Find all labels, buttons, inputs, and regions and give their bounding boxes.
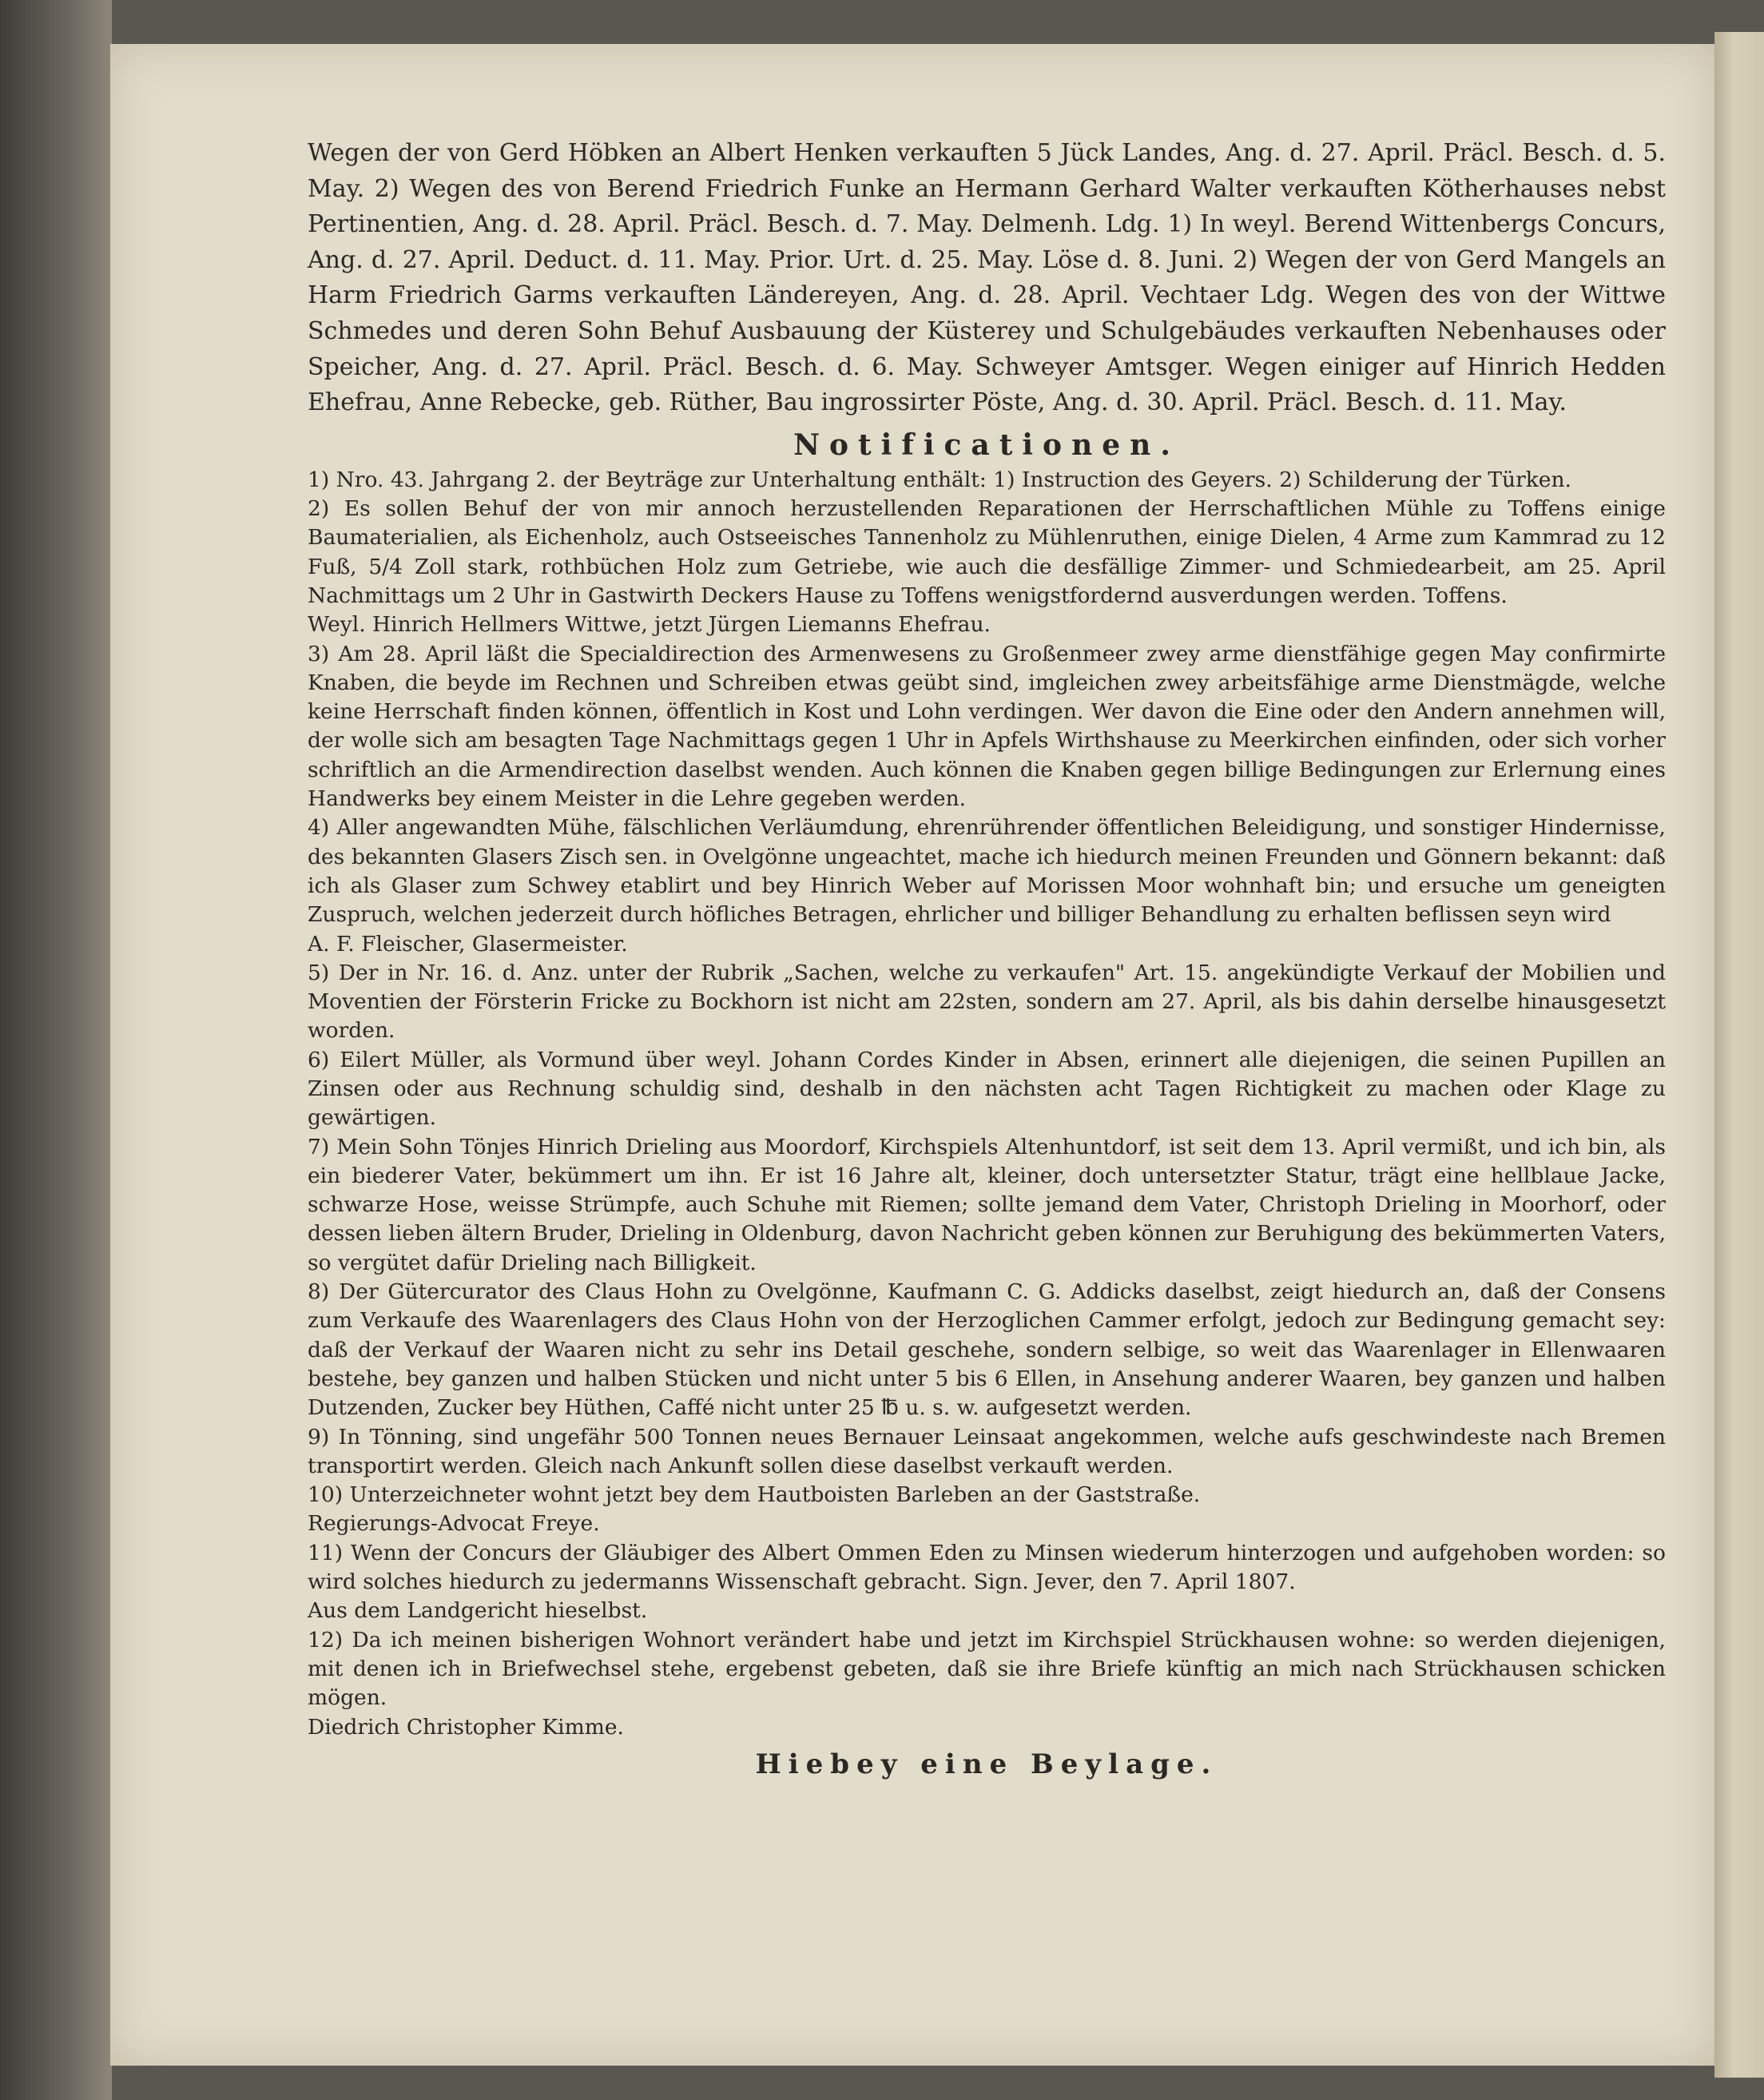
notice-11-signature: Aus dem Landgericht hieselbst. (308, 1598, 648, 1624)
notice-7: 7) Mein Sohn Tönjes Hinrich Drieling aus Moordorf, Kirchspiels Altenhuntdorf, ist seit dem 13. April vermißt, und ich bin, als ein biederer Vater, bekümmert um ihn. Er ist 16 Jahre alt, kleiner, doch untersetzter Statur, trägt eine hellblaue Jacke, schwarze Hose, weisse Strümpfe, auch Schuhe mit Riemen; sollte jemand dem Vater, Christoph Drieling in Moorhorf, oder dessen lieben ältern Bruder, Drieling in Oldenburg, davon Nachricht geben können zur Beruhigung des bekümmerten Vaters, so vergütet dafür Drieling nach Billigkeit. (308, 1134, 1666, 1275)
page-edge (1714, 32, 1764, 2078)
page-text (308, 136, 1666, 1782)
intro-paragraph: Wegen der von Gerd Höbken an Albert Henken verkauften 5 Jück Landes, Ang. d. 27. April. Präcl. Besch. d. 5. May. 2) Wegen des von Berend Friedrich Funke an Hermann Gerhard Walter verkauften Kötherhauses nebst Pertinentien, Ang. d. 28. April. Präcl. Besch. d. 7. May. Delmenh. Ldg. 1) In weyl. Berend Wittenbergs Concurs, Ang. d. 27. April. Deduct. d. 11. May. Prior. Urt. d. 25. May. Löse d. 8. Juni. 2) Wegen der von Gerd Mangels an Harm Friedrich Garms verkauften Ländereyen, Ang. d. 28. April. Vechtaer Ldg. Wegen des von der Wittwe Schmedes und deren Sohn Behuf Ausbauung der Küsterey und Schulgebäudes verkauften Nebenhauses oder Speicher, Ang. d. 27. April. Präcl. Besch. d. 6. May. Schweyer Amtsger. Wegen einiger auf Hinrich Hedden Ehefrau, Anne Rebecke, geb. Rüther, Bau ingrossirter Pöste, Ang. d. 30. April. Präcl. Besch. d. 11. May. (308, 139, 1666, 417)
book-gutter (0, 0, 112, 2100)
notice-12-signature: Diedrich Christopher Kimme. (308, 1714, 624, 1740)
notice-5: 5) Der in Nr. 16. d. Anz. unter der Rubrik „Sachen, welche zu verkaufen" Art. 15. angekündigte Verkauf der Mobilien und Moventien der Försterin Fricke zu Bockhorn ist nicht am 22sten, sondern am 27. April, als bis dahin derselbe hinausgesetzt worden. (308, 960, 1666, 1044)
notice-11: 11) Wenn der Concurs der Gläubiger des Albert Ommen Eden zu Minsen wiederum hinterzogen und aufgehoben worden: so wird solches hiedurch zu jedermanns Wissenschaft gebracht. Sign. Jever, den 7. April 1807. (308, 1540, 1666, 1595)
section-heading: Notificationen. (793, 428, 1180, 462)
notice-2-signature: Weyl. Hinrich Hellmers Wittwe, jetzt Jürgen Liemanns Ehefrau. (308, 612, 991, 638)
notice-10: 10) Unterzeichneter wohnt jetzt bey dem Hautboisten Barleben an der Gaststraße. (308, 1482, 1201, 1508)
notices-section (308, 466, 1666, 1742)
notice-12: 12) Da ich meinen bisherigen Wohnort verändert habe und jetzt im Kirchspiel Strückhausen wohne: so werden diejenigen, mit denen ich in Briefwechsel stehe, ergebenst gebeten, daß sie ihre Briefe künftig an mich nach Strückhausen schicken mögen. (308, 1627, 1666, 1711)
intro-section (308, 136, 1666, 421)
notice-2: 2) Es sollen Behuf der von mir annoch herzustellenden Reparationen der Herrschaftlichen Mühle zu Toffens einige Baumaterialien, als Eichenholz, auch Ostseeisches Tannenholz zu Mühlenruthen, einige Dielen, 4 Arme zum Kammrad zu 12 Fuß, 5/4 Zoll stark, rothbüchen Holz zum Getriebe, wie auch die desfällige Zimmer- und Schmiedearbeit, am 25. April Nachmittags um 2 Uhr in Gastwirth Deckers Hause zu Toffens wenigstfordernd ausverdungen werden. Toffens. (308, 496, 1666, 608)
notice-6: 6) Eilert Müller, als Vormund über weyl. Johann Cordes Kinder in Absen, erinnert alle diejenigen, die seinen Pupillen an Zinsen oder aus Rechnung schuldig sind, deshalb in den nächsten acht Tagen Richtigkeit zu machen oder Klage zu gewärtigen. (308, 1047, 1666, 1131)
footer-note: Hiebey eine Beylage. (755, 1748, 1218, 1780)
notice-10-signature: Regierungs-Advocat Freye. (308, 1511, 600, 1537)
notice-9: 9) In Tönning, sind ungefähr 500 Tonnen neues Bernauer Leinsaat angekommen, welche aufs geschwindeste nach Bremen transportirt werden. Gleich nach Ankunft sollen diese daselbst verkauft werden. (308, 1424, 1666, 1478)
notice-1: 1) Nro. 43. Jahrgang 2. der Beyträge zur Unterhaltung enthält: 1) Instruction des Geyers. 2) Schilderung der Türken. (308, 467, 1571, 492)
notice-4-signature: A. F. Fleischer, Glasermeister. (308, 931, 628, 957)
notice-8: 8) Der Gütercurator des Claus Hohn zu Ovelgönne, Kaufmann C. G. Addicks daselbst, zeigt hiedurch an, daß der Consens zum Verkaufe des Waarenlagers des Claus Hohn von der Herzoglichen Cammer erfolgt, jedoch zur Bedingung gemacht sey: daß der Verkauf der Waaren nicht zu sehr ins Detail geschehe, sondern selbige, so weit das Waarenlager in Ellenwaaren bestehe, bey ganzen und halben Stücken und nicht unter 5 bis 6 Ellen, in Ansehung anderer Waaren, bey ganzen und halben Dutzenden, Zucker bey Hüthen, Caffé nicht unter 25 ℔ u. s. w. aufgesetzt werden. (308, 1279, 1666, 1421)
notice-3: 3) Am 28. April läßt die Specialdirection des Armenwesens zu Großenmeer zwey arme dienstfähige gegen May confirmirte Knaben, die beyde im Rechnen und Schreiben etwas geübt sind, imgleichen zwey arbeitsfähige arme Dienstmägde, welche keine Herrschaft finden können, öffentlich in Kost und Lohn verdingen. Wer davon die Eine oder den Andern annehmen will, der wolle sich am besagten Tage Nachmittags gegen 1 Uhr in Apfels Wirthshause zu Meerkirchen einfinden, oder sich vorher schriftlich an die Armendirection daselbst wenden. Auch können die Knaben gegen billige Bedingungen zur Erlernung eines Handwerks bey einem Meister in die Lehre gegeben werden. (308, 641, 1666, 812)
notice-4: 4) Aller angewandten Mühe, fälschlichen Verläumdung, ehrenrührender öffentlichen Beleidigung, und sonstiger Hindernisse, des bekannten Glasers Zisch sen. in Ovelgönne ungeachtet, mache ich hiedurch meinen Freunden und Gönnern bekannt: daß ich als Glaser zum Schwey etablirt und bey Hinrich Weber auf Morissen Moor wohnhaft bin; und ersuche um geneigten Zuspruch, welchen jederzeit durch höfliches Betragen, ehrlicher und billiger Behandlung zu erhalten beflissen seyn wird (308, 815, 1666, 928)
